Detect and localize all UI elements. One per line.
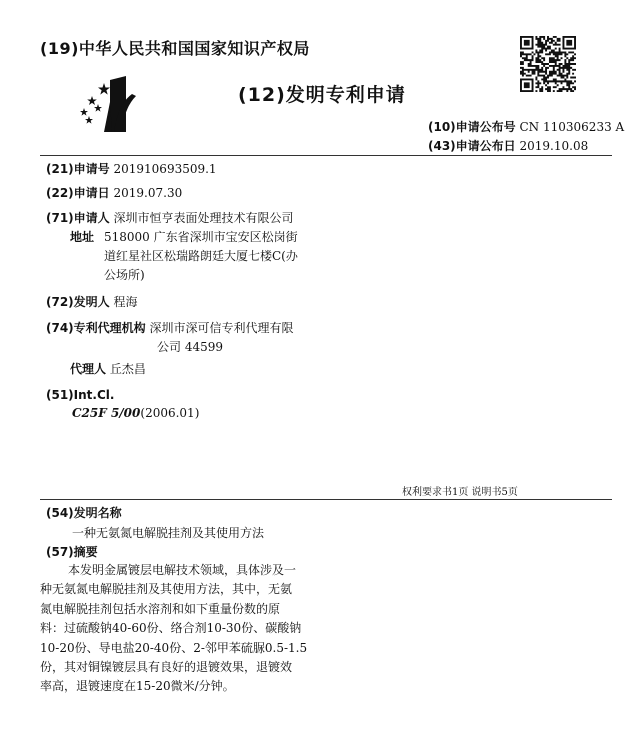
- invention-title-label: (54)发明名称: [46, 506, 122, 520]
- applicant-value: 深圳市恒亨表面处理技术有限公司: [113, 211, 294, 225]
- publication-date-row: [428, 137, 588, 154]
- applicant-label: (71)申请人: [46, 211, 110, 225]
- ipc-code: C25F 5/00: [72, 406, 141, 420]
- agency-value: 深圳市深可信专利代理有限: [149, 321, 294, 335]
- application-number-row: [46, 160, 217, 179]
- abstract-line: 本发明金属镀层电解技术领域，具体涉及一: [68, 563, 297, 577]
- application-number-value: 201910693509.1: [113, 162, 217, 176]
- abstract-divider: [40, 499, 612, 500]
- publication-number-value: CN 110306233 A: [519, 120, 625, 134]
- applicant-row: [46, 209, 294, 228]
- filing-date-row: [46, 184, 182, 203]
- publication-number-label: (10)申请公布号: [428, 120, 516, 134]
- application-number-label: (21)申请号: [46, 162, 110, 176]
- publication-date-label: (43)申请公布日: [428, 139, 516, 153]
- agent-label: 代理人: [70, 362, 107, 376]
- address-line: 公场所): [104, 268, 145, 282]
- filing-date-label: (22)申请日: [46, 186, 110, 200]
- address-label: 地址: [70, 230, 95, 244]
- agent-row: [70, 360, 146, 379]
- abstract-line: 氮电解脱挂剂包括水溶剂和如下重量份数的原: [40, 601, 281, 616]
- abstract-text: [40, 561, 540, 697]
- agency-row: [46, 319, 294, 338]
- agency-label: (74)专利代理机构: [46, 321, 146, 335]
- address-line: 道红星社区松瑞路朗廷大厦七楼C(办: [104, 249, 298, 263]
- abstract-line: 率高，退镀速度在15-20微米/分钟。: [40, 679, 235, 694]
- qr-code-icon: [520, 36, 576, 92]
- inventor-row: [46, 293, 138, 312]
- agency-value-cont: 公司 44599: [157, 340, 223, 354]
- cnipa-emblem-icon: [74, 74, 140, 134]
- abstract-row: [46, 543, 98, 562]
- header-divider: [40, 155, 612, 156]
- publication-date-value: 2019.10.08: [519, 139, 589, 153]
- ipc-classification: [72, 406, 199, 420]
- ipc-version: (2006.01): [140, 406, 200, 420]
- address-line: 518000 广东省深圳市宝安区松岗街: [104, 230, 298, 244]
- abstract-label: (57)摘要: [46, 545, 98, 559]
- abstract-line: 种无氨氮电解脱挂剂及其使用方法，其中，无氨: [40, 582, 293, 597]
- ipc-label: (51)Int.Cl.: [46, 388, 115, 402]
- agent-value: 丘杰昌: [109, 362, 146, 376]
- abstract-line: 料：过硫酸钠40-60份、络合剂10-30份、碳酸钠: [40, 621, 302, 636]
- abstract-line: 10-20份、导电盐20-40份、2-邻甲苯硫脲0.5-1.5: [40, 640, 308, 655]
- filing-date-value: 2019.07.30: [113, 186, 183, 200]
- abstract-line: 份，其对铜镍镀层具有良好的退镀效果，退镀效: [40, 660, 293, 675]
- title-row: [46, 504, 122, 523]
- inventor-label: (72)发明人: [46, 295, 110, 309]
- inventor-value: 程海: [113, 295, 138, 309]
- ipc-row: [46, 386, 114, 405]
- publication-number-row: [428, 118, 624, 135]
- office-name: (19)中华人民共和国国家知识产权局: [40, 39, 310, 58]
- invention-title: 一种无氨氮电解脱挂剂及其使用方法: [72, 526, 265, 540]
- document-type: (12)发明专利申请: [238, 84, 406, 106]
- address-label-wrap: [70, 228, 94, 247]
- qr-modules: [520, 36, 576, 92]
- page-count-info: 权利要求书1页 说明书5页: [402, 487, 518, 498]
